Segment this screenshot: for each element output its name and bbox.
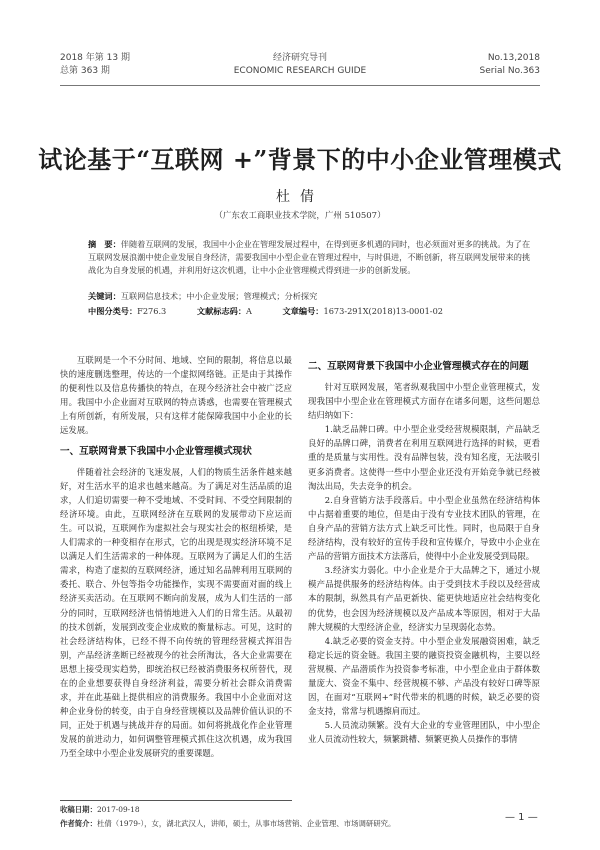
footnote-received xyxy=(60,804,540,816)
keywords-block xyxy=(88,290,533,303)
section-2-lead: 针对互联网发展，笔者纵观我国中小型企业管理模式，发现我国中小型企业在管理模式方面存在诸多问题，这些问题总结归纳如下： xyxy=(308,382,540,421)
classification-line xyxy=(88,305,533,318)
problem-item-4: 4.缺乏必要的资金支持。中小型企业发展融资困难，缺乏稳定长远的资金链。我国主要的融资投资金融机构，主要以经营规模、产品潜质作为投资参考标准，中小型企业由于群体数量庞大、资金不集中、经营规模不够、产品没有较好口碑等原因，在面对“互联网+”时代带来的机遇的时候，缺乏必要的资金支持，常常与机遇擦肩而过。 xyxy=(308,635,540,717)
page-number: — 1 — xyxy=(505,812,538,823)
footnote-divider xyxy=(60,800,292,801)
abstract-label: 摘 要： xyxy=(88,239,121,249)
bio-label: 作者简介： xyxy=(60,819,97,828)
keywords-label: 关键词： xyxy=(88,291,121,301)
articleno-label: 文章编号： xyxy=(282,306,324,316)
section-1-heading: 一、互联网背景下我国中小企业管理模式现状 xyxy=(60,445,252,457)
clc-value: F276.3 xyxy=(137,306,167,316)
received-label: 收稿日期： xyxy=(60,805,97,814)
author-affiliation: （广东农工商职业技术学院，广州 510507） xyxy=(214,211,386,221)
left-column xyxy=(60,353,292,761)
bio-text: 杜倩（1979-），女，湖北武汉人，讲师，硕士，从事市场营销、企业管理、市场调研研究。 xyxy=(96,819,396,828)
article-title: 试论基于“互联网 +”背景下的中小企业管理模式 xyxy=(38,145,562,174)
header-issue-total: 总第 363 期 xyxy=(60,66,110,76)
header-serial-no: Serial No.363 xyxy=(479,66,540,76)
abstract-text: 伴随着互联网的发展，我国中小企业在管理发展过程中，在得到更多机遇的同时，也必须面对更多的挑战。为了在互联网发展浪潮中使企业发展自身经济，需要我国中小型企业在管理过程中，与时俱进，不断创新，将互联网发展带来的挑战化为自身发展的机遇，并利用好这次机遇，让中小企业管理模式得到进一步的创新发展。 xyxy=(88,239,531,276)
keywords-text: 互联网信息技术；中小企业发展；管理模式；分析探究 xyxy=(120,291,318,301)
doccode-value: A xyxy=(246,306,252,316)
right-column xyxy=(308,353,540,746)
section-2-heading: 二、互联网背景下我国中小企业管理模式存在的问题 xyxy=(308,361,529,372)
problem-item-5: 5.人员流动频繁。没有大企业的专业管理团队，中小型企业人员流动性较大，频繁跳槽、频繁更换人员操作的事情 xyxy=(308,720,540,745)
problem-item-1: 1.缺乏品牌口碑。中小型企业受经营规模限制，产品缺乏良好的品牌口碑，消费者在利用互联网进行选择的时候，更看重的是质量与实用性。没有品牌包装，没有知名度，无法吸引更多消费者。这使得一些中小型企业还没有开始竞争就已经被淘汰出局，失去竞争的机会。 xyxy=(308,424,540,491)
header-issue-year: 2018 年第 13 期 xyxy=(60,53,130,63)
journal-name-cn: 经济研究导刊 xyxy=(272,53,327,63)
header-number: No.13,2018 xyxy=(487,53,540,63)
header-divider xyxy=(60,85,540,86)
received-date: 2017-09-18 xyxy=(96,805,140,814)
intro-paragraph: 互联网是一个不分时间、地域、空间的限制，将信息以最快的速度删选整理，传达的一个虚拟网络链。正是由于其操作的便利性以及信息传播快的特点，在现今经济社会中被广泛应用。我国中小企业面对互联网的特点诱惑，也需要在管理模式上有所创新，有所发展，只有这样才能保障我国中小企业的长远发展。 xyxy=(60,355,292,436)
section-1-body: 伴随着社会经济的飞速发展，人们的物质生活条件越来越好，对生活水平的追求也越来越高。为了满足对生活品质的追求，人们追切需要一种不受地域、不受时间、不受空间限制的经济环境。由此，互联网经济在互联网的发展带动下应运而生。可以说，互联网作为虚拟社会与现实社会的枢纽桥梁，是人们需求的一种变相存在形式，它的出现是现实经济环境不足以满足人们生活需求的一种体现。互联网为了满足人们的生活需求，构造了虚拟的互联网经济，通过知名品牌利用互联网的委托、联合、外包等指令功能操作，实现不需要面对面的线上经济买卖活动。在互联网不断向前发展，成为人们生活的一部分的同时，互联网经济也悄悄地进入人们的日常生活。从最初的技术创新，发展到改变企业成败的衡量标志。可见，这时的社会经济结构体，已经不得不向传统的管理经营模式挥泪告别，产品经济垄断已经被现今的社会所淘汰，各大企业需要在思想上接受现实趋势，即统治权已经被消费服务权所替代，现在的企业想要获得自身经济利益，需要分析社会群众消费需求，并在此基础上提供相应的消费服务。我国中小企业面对这种企业身份的转变，由于自身经营规模以及品牌价值认识的不同，正处于机遇与挑战并存的局面。如何将挑战化作企业管理发展的前进动力，如何调整管理模式抓住这次机遇，成为我国乃至全球中小型企业发展研究的重要课题。 xyxy=(60,466,292,759)
journal-name-en: ECONOMIC RESEARCH GUIDE xyxy=(233,66,367,76)
footnote-bio xyxy=(60,818,540,830)
abstract-block xyxy=(88,238,533,278)
clc-label: 中图分类号： xyxy=(88,306,138,316)
articleno-value: 1673-291X(2018)13-0001-02 xyxy=(323,306,443,316)
article-author: 杜倩 xyxy=(276,189,324,205)
problem-item-3: 3.经济实力弱化。中小企业是介于大品牌之下，通过小规模产品提供服务的经济结构体。由于受到技术手段以及经营成本的限制，纵然具有产品更新快、能更快地适应社会结构变化的优势，也会因为经济规模以及产品成本等原因，相对于大品牌大规模的大型经济企业，经济实力呈现弱化态势。 xyxy=(308,565,540,632)
doccode-label: 文献标志码： xyxy=(196,306,247,316)
header-serial xyxy=(480,52,540,78)
problem-item-2: 2.自身营销方法手段落后。中小型企业虽然在经济结构体中占据着重要的地位，但是由于没有专业技术团队的管理，在自身产品的营销方法方式上缺乏可比性。同时，也局限于自身经济结构，没有较好的宣传手段和宣传媒介，导致中小企业在产品的营销方面技术方法落后，使得中小企业发展受到局限。 xyxy=(308,494,540,562)
